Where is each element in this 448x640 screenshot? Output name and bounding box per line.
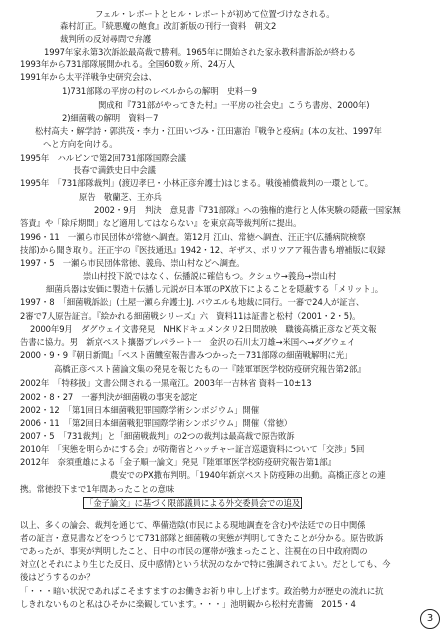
text-line: 1997・5 一瀬ら市民団体常徳、義烏、崇山村などへ調査。 xyxy=(20,258,245,268)
text-line: 長春で満鉄史日中会議 xyxy=(73,165,156,175)
text-line: 崇山村投下説ではなく、伝播説に確信もつ。クシュウ→義烏→崇山村 xyxy=(83,271,337,281)
text-line: 告書に協力。男 新京ペスト攘器プレパラート一 金沢の石川太刀雄→米国へ→ダグウェイ xyxy=(20,337,356,347)
text-line: 後はどうするのか？ xyxy=(20,572,95,582)
text-line xyxy=(83,498,302,509)
text-line: 2000年9月 ダグウェイ文書発見 NHKドキュメンタリ2日間放映 職後高橋正彦など英文報 xyxy=(30,324,377,334)
text-line: 答責』や「除斥期間」など適用してはならない』を東京高等裁判所に提出。 xyxy=(20,218,302,228)
text-line: 2002・8・27 一審判決が細菌戦の事実を認定 xyxy=(20,392,198,402)
text-line: 2007・5 「731裁判」と「細菌戦裁判」の2つの裁判は最高裁で原告敗訴 xyxy=(20,431,295,441)
text-line: 農安でのPX撒布判明。「1940年新京ペスト防疫陣の出動。高橋正彦との連 xyxy=(110,470,386,480)
text-line: 細菌兵器は安価に製造＋伝播し元説が日本軍のPX放下によることを隠蔽する「メリット」。 xyxy=(46,284,384,294)
text-line: 対立(とそれにより生じた反日、反中感情)という状況のなかで特に強調されてよい。だとしても、今 xyxy=(20,559,391,569)
text-line: 関成和『731部がやってきた村』一平房の社会史』こうち書房、2000年) xyxy=(98,100,370,110)
text-line: 「・・・暗い状況であればこそますますのお働きお祈り申し上げます。政治勢力が歴史の流れに抗 xyxy=(20,586,384,596)
text-line: へと方向を向ける。 xyxy=(43,139,118,149)
text-line: 森村訂正。『続悪魔の飽食』改訂新版の刊行一資料 朝文2 xyxy=(60,21,277,31)
page-number: 3 xyxy=(420,609,440,629)
text-line: 2002年 「特移扱」文書公開される一黒竜江。2003年一吉林省 資料－10±13 xyxy=(20,378,312,388)
text-line: しきれないものと私はひそかに楽観しています。・・・」池明観から松村充書簡 2015・4 xyxy=(20,599,356,609)
text-line: 携。常徳投下まで1年間あったことの意味 xyxy=(20,484,175,494)
text-line: 1997年家永第3次訴訟最高裁で勝利。1965年に開始された家永教科書訴訟が終わる xyxy=(44,47,356,57)
text-line: 2000・9・9『朝日新聞』「ペスト菌饑室報告書みつかった－731部隊の細菌戦解明に光」 xyxy=(20,350,353,360)
text-line: 原告 敬蘭芝、王亦兵 xyxy=(79,192,162,202)
text-line: フェル・レポートとヒル・レポートが初めて位置づけなされる。 xyxy=(95,9,335,19)
boxed-note: 「金子論文」に基づく限部議員による外交委員会での追及 xyxy=(85,498,301,508)
text-line: 1995年 「731部隊裁判」(渡辺孝巳・小林正彦弁護士)はじまる。戦後補償裁判の一環として。 xyxy=(20,178,374,188)
text-line: 1995年 ハルピンで第2回731部隊国際会議 xyxy=(20,153,186,163)
text-line: であったが、事実が判明したこと、日中の市民の運帯が強まったこと、注視在の日中政府間の xyxy=(20,546,368,556)
text-line: 1996・11 一瀬ら市民団体が常徳へ調査。第12月 江山、常徳へ調査、汪正宇(広播病院検察 xyxy=(20,232,366,242)
text-line: 2)細菌戦の解明 資料－7 xyxy=(62,113,159,123)
text-line: 者の証言・意見書などをつうじて731部隊と細菌戦の実態が判明してきたことが分かる。原告敗訴 xyxy=(20,533,384,543)
text-line: 2010年 「実態を明らかにする会」が防衛省とハッチャー証言巡還資料について「交渉」5回 xyxy=(20,444,365,454)
text-line: 以上、多くの論会、裁判を通じて、準備造陰(市民による現地調査を含む)や法廷での日中関係 xyxy=(20,520,366,530)
text-line: 1)731部隊の平房の村のレベルからの解明 史料－9 xyxy=(62,86,257,96)
text-line: 2006・11 「第2回日本細菌戦犯罪国際学術シンポジウム」開催（常徳） xyxy=(20,418,293,428)
text-line: 2002・9月 判決 意見書『731部隊』への強権的進行と人体実験の隠蔽一国家無 xyxy=(94,205,401,215)
text-line: 1997・8 「細菌戦訴訟」(土屋一瀬ら弁護士)J. バウエルも地裁に同行。一審で24人が証言、 xyxy=(20,297,365,307)
text-line: 2002・12 「第1回日本細菌戦犯罪国際学術シンポジウム」開催 xyxy=(20,405,259,415)
text-line: 2審で7人原告証言。『絵かれる細菌戦シリーズ』六 資料11は証書と松村（2001・2・5)。 xyxy=(20,311,361,321)
text-line: 1991年から太平洋戦争史研究会は、 xyxy=(20,72,157,82)
text-line: 2012年 奈須重雄による「金子順一論文」発見『陸軍軍医学校防疫研究報告第1部』 xyxy=(20,457,336,467)
text-line: 松村高夫・解学詩・郭洪茂・李力・江田いづみ・江田憲治『戦争と疫病』(本の友社、1997年 xyxy=(35,126,382,136)
text-line: 1993年から731部隊展開かれる。全国60数ヶ所、24万人 xyxy=(20,59,235,69)
text-line: 技部)から聞き取り。汪正宇の『医技通迅』1942・12、ギザス、ポリツアア報告書も増補版に収録 xyxy=(20,245,386,255)
text-line: 高橋正彦ペスト菌論文集の発見を報じたもの一『陸軍軍医学校防疫研究報告第2部』 xyxy=(54,364,366,374)
text-line: 裁判所の反対尋問で弁護 xyxy=(60,34,152,44)
